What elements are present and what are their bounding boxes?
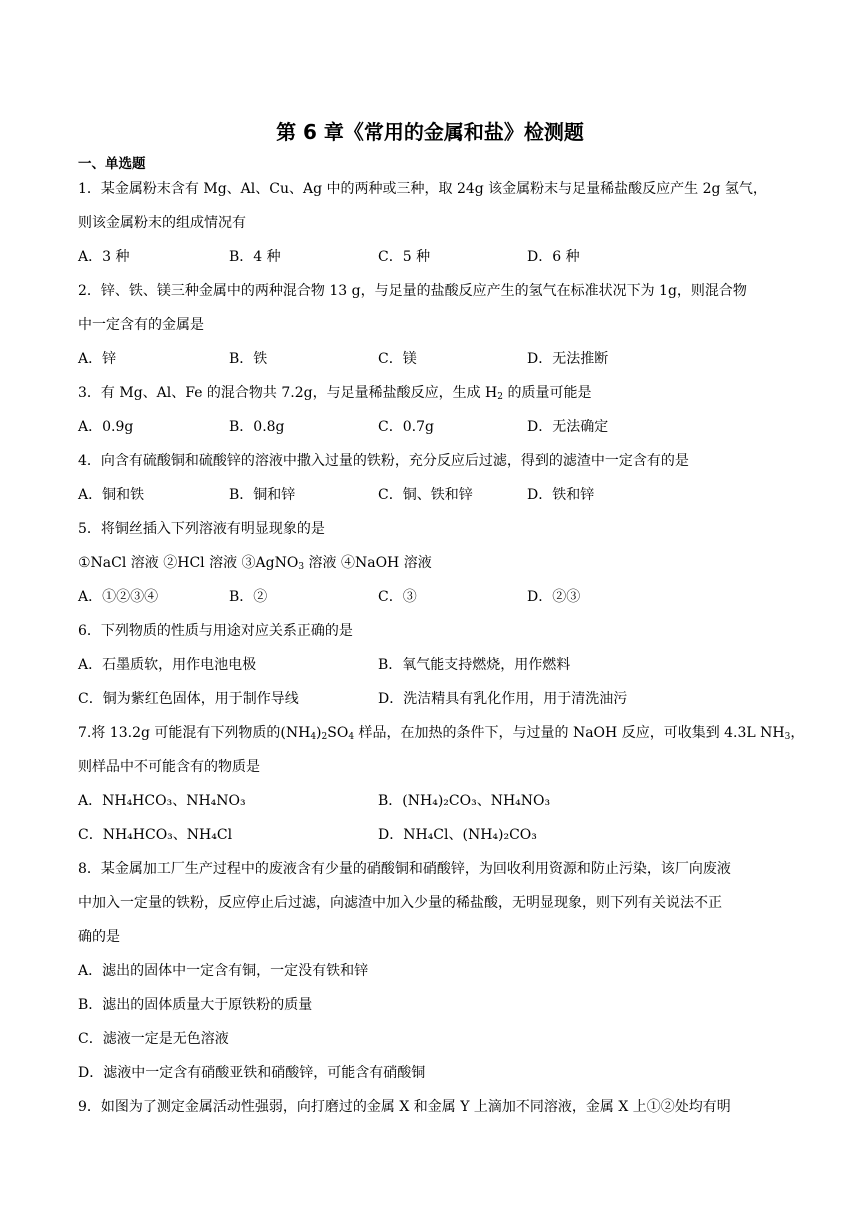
q1-option-b: B．4 种	[229, 249, 281, 265]
question-1-text: 1．某金属粉末含有 Mg、Al、Cu、Ag 中的两种或三种，取 24g 该金属粉末与足量稀盐酸反应产生 2g 氢气，	[78, 181, 767, 197]
q7-option-c: C．NH₄HCO₃、NH₄Cl	[78, 827, 233, 843]
q3-option-d: D．无法确定	[527, 419, 609, 435]
q1-option-c: C．5 种	[378, 249, 431, 265]
q4-option-a: A．铜和铁	[78, 487, 145, 503]
question-2-text-cont: 中一定含有的金属是	[78, 317, 204, 333]
q8-option-c: C．滤液一定是无色溶液	[78, 1031, 229, 1047]
q3-option-a: A．0.9g	[78, 419, 134, 435]
q5-option-b: B．②	[229, 589, 268, 605]
question-6-text: 6．下列物质的性质与用途对应关系正确的是	[78, 623, 353, 639]
page-title: 第 6 章《常用的金属和盐》检测题	[276, 120, 584, 144]
q6-option-d: D．洗洁精具有乳化作用，用于清洗油污	[378, 691, 628, 707]
question-7-text: 7.将 13.2g 可能混有下列物质的$(NH_4)_2SO_4$ 样品，在加热的条件下，与过量的 NaOH 反应，可收集到 4.3L $NH_3$，	[78, 725, 805, 742]
question-8-text-end: 确的是	[78, 929, 120, 945]
q5-option-d: D．②③	[527, 589, 581, 605]
question-8-text: 8．某金属加工厂生产过程中的废液含有少量的硝酸铜和硝酸锌，为回收利用资源和防止污染，该厂向废液	[78, 861, 731, 877]
q7-option-a: A．NH₄HCO₃、NH₄NO₃	[78, 793, 246, 809]
q2-option-b: B．铁	[229, 351, 268, 367]
q6-option-b: B．氧气能支持燃烧，用作燃料	[378, 657, 571, 673]
q4-option-b: B．铜和锌	[229, 487, 296, 503]
section-heading: 一、单选题	[78, 156, 146, 172]
question-5-text: 5．将铜丝插入下列溶液有明显现象的是	[78, 521, 325, 537]
q7-option-b: B．(NH₄)₂CO₃、NH₄NO₃	[378, 793, 551, 809]
question-4-text: 4．向含有硫酸铜和硫酸锌的溶液中撒入过量的铁粉，充分反应后过滤，得到的滤渣中一定含有的是	[78, 453, 689, 469]
q6-option-a: A．石墨质软，用作电池电极	[78, 657, 257, 673]
q5-option-c: C．③	[378, 589, 417, 605]
q4-option-c: C．铜、铁和锌	[378, 487, 473, 503]
q4-option-d: D．铁和锌	[527, 487, 595, 503]
question-8-text-cont: 中加入一定量的铁粉，反应停止后过滤，向滤渣中加入少量的稀盐酸，无明显现象，则下列有关说法不正	[78, 895, 722, 911]
q5-option-a: A．①②③④	[78, 589, 159, 605]
question-1-text-cont: 则该金属粉末的组成情况有	[78, 215, 246, 231]
question-5-solutions: ①NaCl 溶液 ②HCl 溶液 ③AgNO$_3$ 溶液 ④NaOH 溶液	[78, 555, 432, 572]
q1-option-a: A．3 种	[78, 249, 130, 265]
q2-option-c: C．镁	[378, 351, 417, 367]
question-2-text: 2．锌、铁、镁三种金属中的两种混合物 13 g，与足量的盐酸反应产生的氢气在标准状况下为 1g，则混合物	[78, 283, 747, 299]
question-3-text: 3．有 Mg、Al、Fe 的混合物共 7.2g，与足量稀盐酸反应，生成 $H_2$ 的质量可能是	[78, 385, 592, 402]
q6-option-c: C．铜为紫红色固体，用于制作导线	[78, 691, 299, 707]
q8-option-b: B．滤出的固体质量大于原铁粉的质量	[78, 997, 313, 1013]
q1-option-d: D．6 种	[527, 249, 580, 265]
q3-option-c: C．0.7g	[378, 419, 434, 435]
q8-option-a: A．滤出的固体中一定含有铜，一定没有铁和锌	[78, 963, 369, 979]
question-7-text-cont: 则样品中不可能含有的物质是	[78, 759, 260, 775]
q2-option-d: D．无法推断	[527, 351, 609, 367]
q8-option-d: D．滤液中一定含有硝酸亚铁和硝酸锌，可能含有硝酸铜	[78, 1065, 426, 1081]
q3-option-b: B．0.8g	[229, 419, 285, 435]
question-9-text: 9．如图为了测定金属活动性强弱，向打磨过的金属 X 和金属 Y 上滴加不同溶液，金属 X 上①②处均有明	[78, 1099, 731, 1115]
q7-option-d: D．NH₄Cl、(NH₄)₂CO₃	[378, 827, 537, 843]
q2-option-a: A．锌	[78, 351, 117, 367]
